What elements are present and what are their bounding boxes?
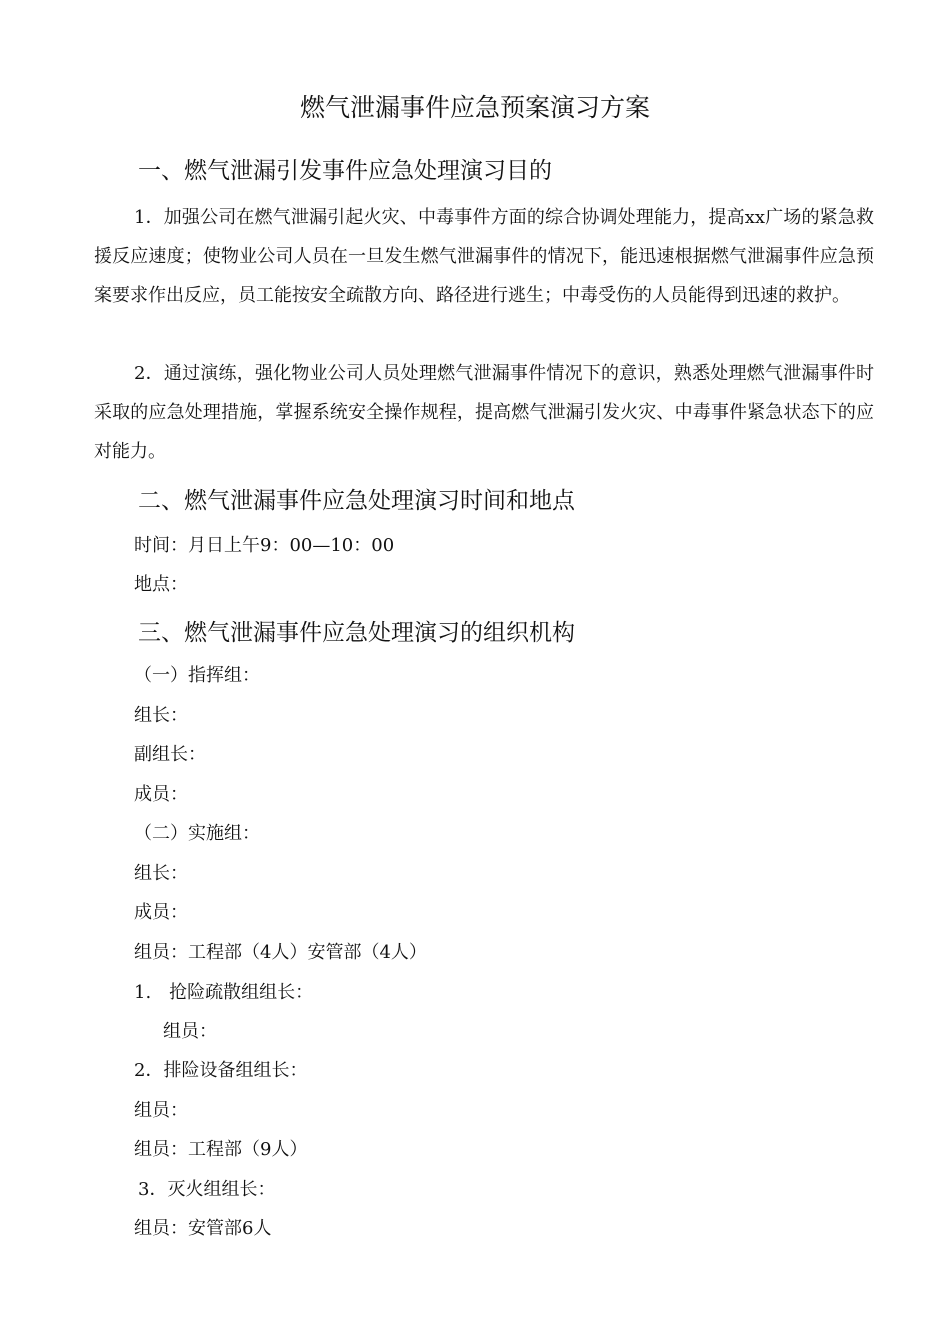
command-group-heading: （一）指挥组：: [134, 665, 260, 686]
command-group-deputy-leader: 副组长：: [134, 744, 206, 765]
section-3-heading: 三、燃气泄漏事件应急处理演习的组织机构: [138, 620, 575, 646]
firefighting-group-members: 组员：安管部6人: [134, 1218, 272, 1239]
section-2-heading: 二、燃气泄漏事件应急处理演习时间和地点: [138, 488, 575, 514]
section-1-paragraph-1: 1．加强公司在燃气泄漏引起火灾、中毒事件方面的综合协调处理能力，提高xx广场的紧急救援反应速度；使物业公司人员在一旦发生燃气泄漏事件的情况下，能迅速根据燃气泄漏事件应急预案要求作出反应，员工能按安全疏散方向、路径进行逃生；中毒受伤的人员能得到迅速的救护。: [94, 207, 874, 306]
implementation-group-team: 组员：工程部（4人）安管部（4人）: [134, 942, 427, 963]
command-group-members: 成员：: [134, 784, 188, 805]
document-title: 燃气泄漏事件应急预案演习方案: [299, 93, 650, 122]
section-1-paragraph-2: 2．通过演练，强化物业公司人员处理燃气泄漏事件情况下的意识，熟悉处理燃气泄漏事件时采取的应急处理措施，掌握系统安全操作规程，提高燃气泄漏引发火灾、中毒事件紧急状态下的应对能力。: [94, 363, 874, 462]
command-group-leader: 组长：: [134, 705, 188, 726]
firefighting-group-leader: 3．灭火组组长：: [138, 1179, 276, 1200]
rescue-evacuation-members: 组员：: [163, 1021, 217, 1042]
equipment-group-leader: 2．排险设备组组长：: [134, 1060, 308, 1081]
section-1-heading: 一、燃气泄漏引发事件应急处理演习目的: [138, 158, 552, 184]
implementation-group-heading: （二）实施组：: [134, 823, 260, 844]
drill-place: 地点：: [134, 574, 188, 595]
equipment-group-team: 组员：工程部（9人）: [134, 1139, 308, 1160]
implementation-group-leader: 组长：: [134, 863, 188, 884]
equipment-group-members: 组员：: [134, 1100, 188, 1121]
rescue-evacuation-leader: 1. 抢险疏散组组长：: [134, 982, 314, 1003]
drill-time: 时间：月日上午9：00—10：00: [134, 535, 395, 556]
implementation-group-members: 成员：: [134, 902, 188, 923]
